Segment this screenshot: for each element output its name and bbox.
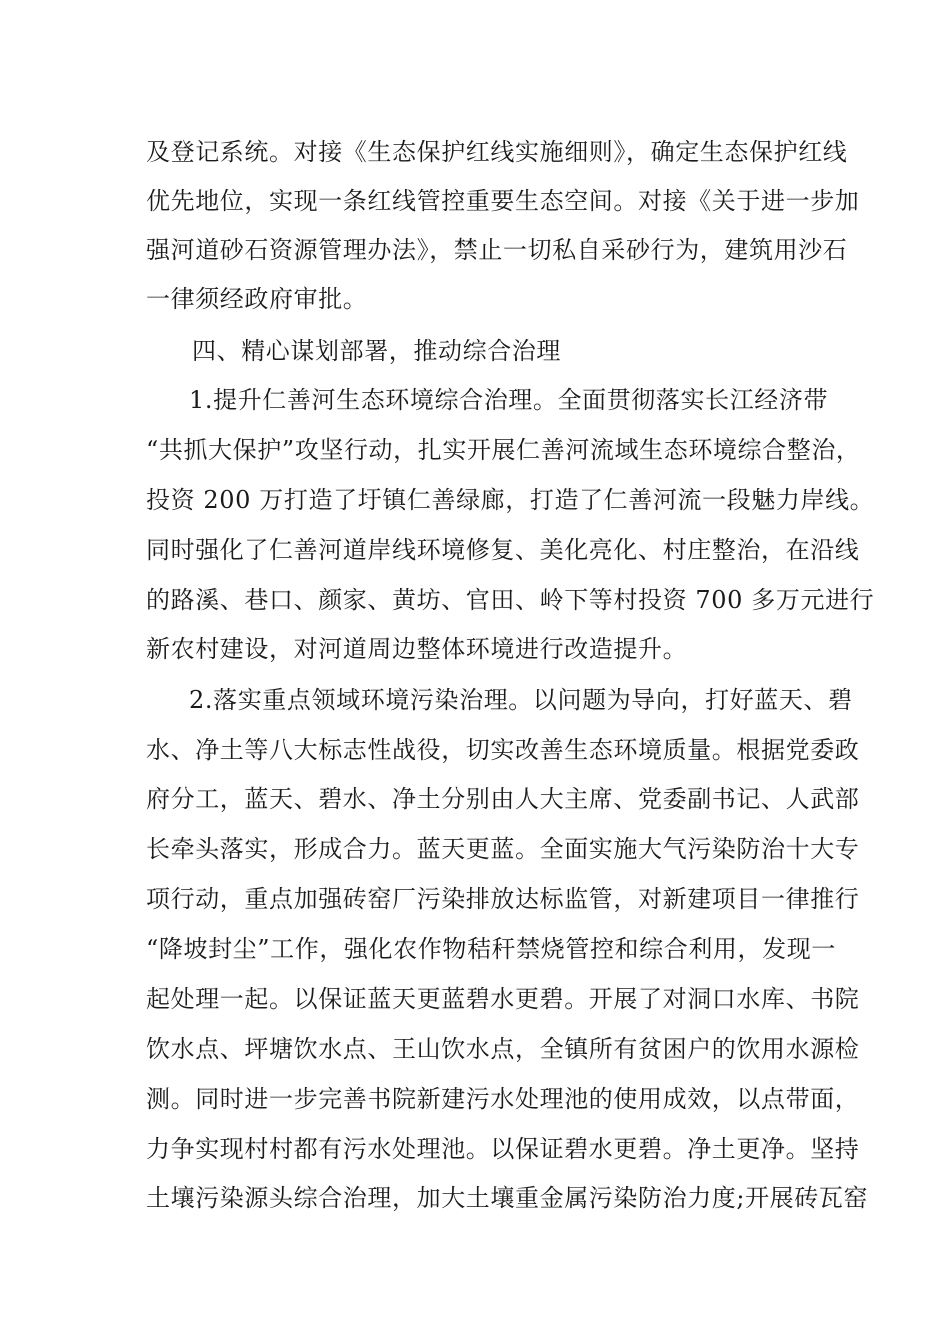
- section-heading: 四、精心谋划部署，推动综合治理: [192, 337, 561, 365]
- text-line: 1.提升仁善河生态环境综合治理。全面贯彻落实长江经济带: [189, 386, 829, 414]
- text-line: 测。同时进一步完善书院新建污水处理池的使用成效，以点带面，: [146, 1085, 860, 1113]
- text-line: 府分工，蓝天、碧水、净土分别由人大主席、党委副书记、人武部: [146, 785, 860, 813]
- text-line: 2.落实重点领域环境污染治理。以问题为导向，打好蓝天、碧: [189, 686, 853, 714]
- text-line: 及登记系统。对接《生态保护红线实施细则》，确定生态保护红线: [146, 138, 848, 166]
- text-line: 土壤污染源头综合治理，加大土壤重金属污染防治力度;开展砖瓦窑: [146, 1184, 869, 1212]
- text-line: 饮水点、坪塘饮水点、王山饮水点，全镇所有贫困户的饮用水源检: [146, 1035, 860, 1063]
- text-line: 新农村建设，对河道周边整体环境进行改造提升。: [146, 635, 688, 663]
- text-line: 项行动，重点加强砖窑厂污染排放达标监管，对新建项目一律推行: [146, 885, 860, 913]
- text-line: 水、净土等八大标志性战役，切实改善生态环境质量。根据党委政: [146, 736, 860, 764]
- text-line: “共抓大保护”攻坚行动，扎实开展仁善河流域生态环境综合整治，: [146, 436, 861, 464]
- text-line: 优先地位，实现一条红线管控重要生态空间。对接《关于进一步加: [146, 187, 860, 215]
- text-line: 力争实现村村都有污水处理池。以保证碧水更碧。净土更净。坚持: [146, 1135, 860, 1163]
- text-line: 的路溪、巷口、颜家、黄坊、官田、岭下等村投资 700 多万元进行: [146, 586, 875, 614]
- text-line: 长牵头落实，形成合力。蓝天更蓝。全面实施大气污染防治十大专: [146, 835, 860, 863]
- text-line: 一律须经政府审批。: [146, 285, 368, 313]
- text-line: “降坡封尘”工作，强化农作物秸秆禁烧管控和综合利用，发现一: [146, 935, 836, 963]
- text-line: 投资 200 万打造了圩镇仁善绿廊，打造了仁善河流一段魅力岸线。: [146, 486, 875, 514]
- text-line: 起处理一起。以保证蓝天更蓝碧水更碧。开展了对洞口水库、书院: [146, 985, 860, 1013]
- text-line: 同时强化了仁善河道岸线环境修复、美化亮化、村庄整治，在沿线: [146, 536, 860, 564]
- text-line: 强河道砂石资源管理办法》，禁止一切私自采砂行为，建筑用沙石: [146, 236, 848, 264]
